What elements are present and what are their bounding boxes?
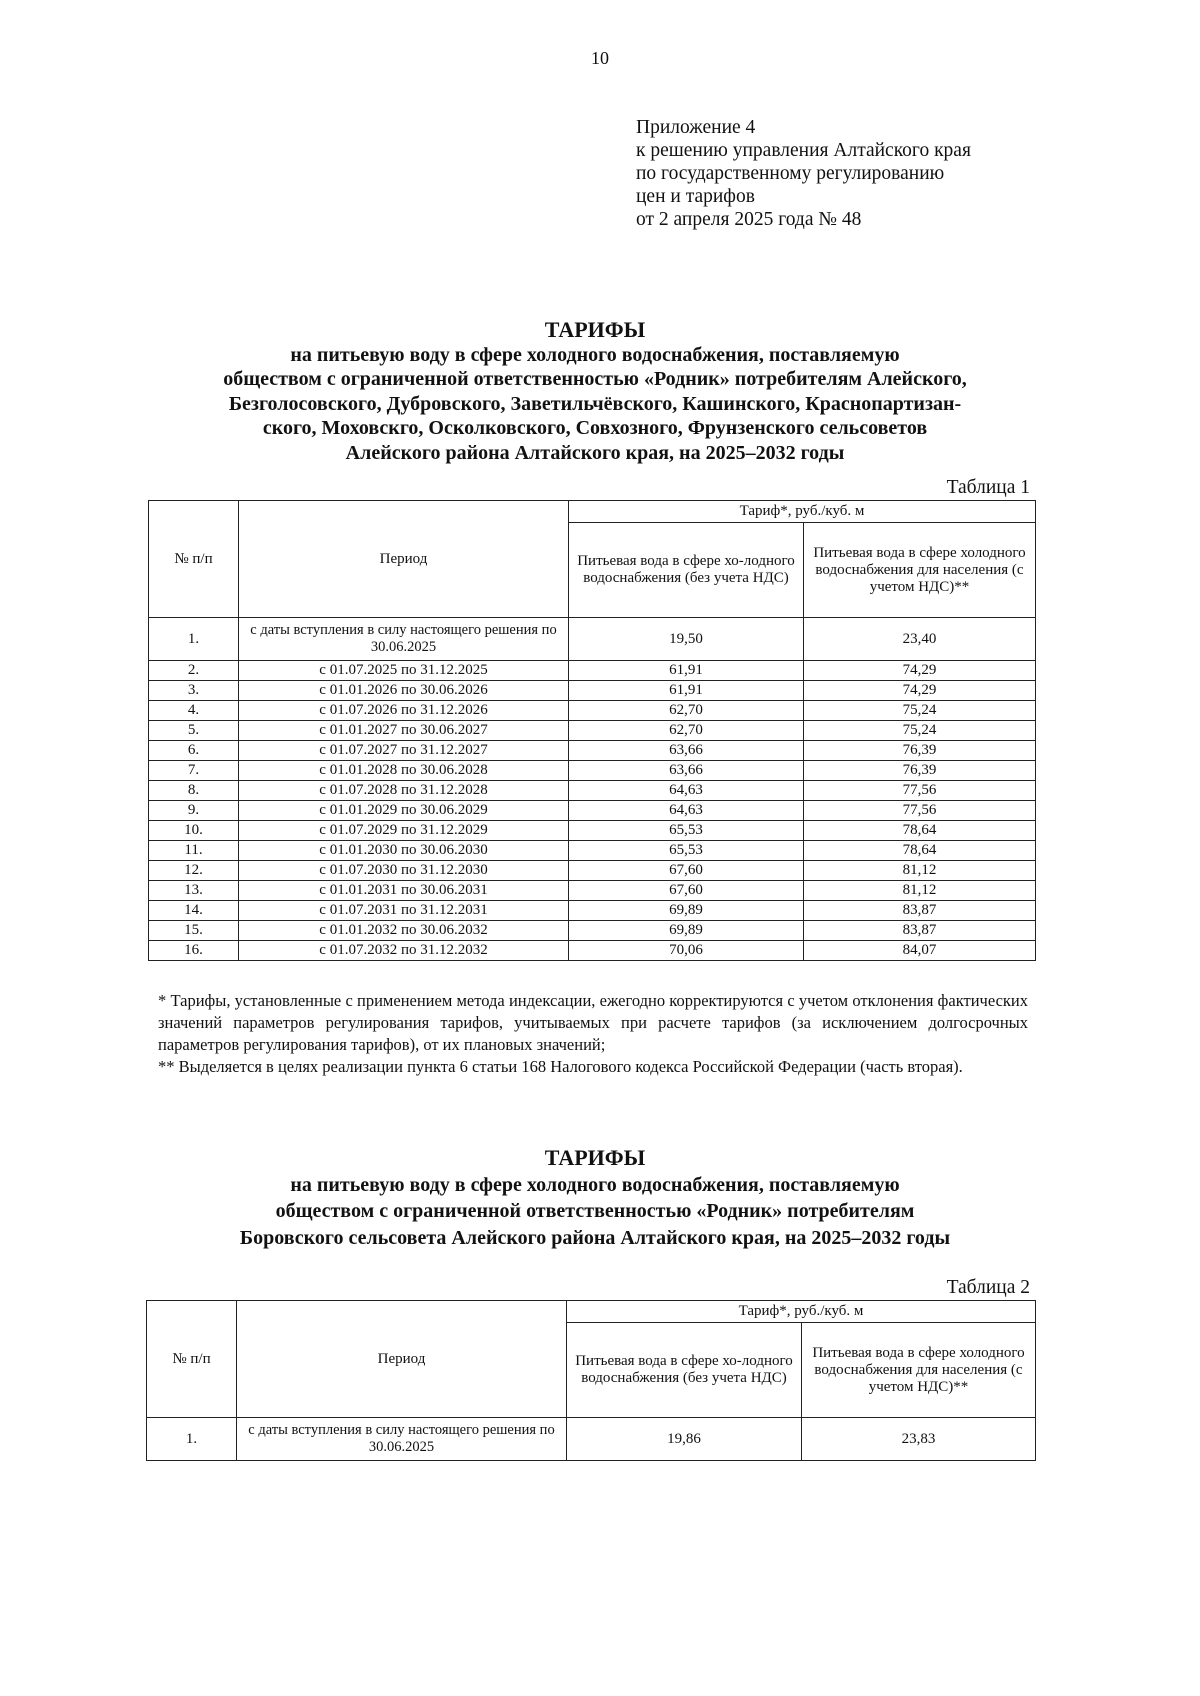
table-row bbox=[149, 861, 1036, 881]
subtitle-line: на питьевую воду в сфере холодного водоснабжения, поставляемую bbox=[290, 343, 900, 366]
header-col-with-vat: Питьевая вода в сфере холодного водоснабжения для населения (с учетом НДС)** bbox=[802, 1323, 1036, 1418]
row-tariff-with-vat: 81,12 bbox=[804, 861, 1036, 881]
annex-reference bbox=[636, 116, 971, 231]
footnotes bbox=[158, 990, 1028, 1078]
row-period: с 01.07.2025 по 31.12.2025 bbox=[239, 661, 569, 681]
table-row bbox=[149, 781, 1036, 801]
row-num: 10. bbox=[149, 821, 239, 841]
subtitle-line: Боровского сельсовета Алейского района Алтайского края, на 2025–2032 годы bbox=[239, 1226, 951, 1249]
row-tariff-without-vat: 19,86 bbox=[567, 1418, 802, 1461]
table2-label: Таблица 2 bbox=[946, 1277, 1030, 1298]
subtitle-line: ского, Моховскго, Осколковского, Совхозного, Фрунзенского сельсоветов bbox=[262, 417, 928, 439]
subtitle-line: обществом с ограниченной ответственностью «Родник» потребителям Алейского, bbox=[223, 368, 967, 390]
page-number: 10 bbox=[591, 48, 609, 68]
table-row bbox=[149, 741, 1036, 761]
row-tariff-with-vat: 75,24 bbox=[804, 701, 1036, 721]
row-tariff-with-vat: 78,64 bbox=[804, 841, 1036, 861]
table-row bbox=[147, 1418, 1036, 1461]
row-period: с 01.07.2032 по 31.12.2032 bbox=[239, 941, 569, 961]
subtitle-line: Алейского района Алтайского края, на 2025–2032 годы bbox=[345, 441, 845, 464]
row-tariff-with-vat: 77,56 bbox=[804, 801, 1036, 821]
heading: ТАРИФЫ bbox=[544, 1145, 646, 1170]
row-tariff-with-vat: 78,64 bbox=[804, 821, 1036, 841]
table1-label: Таблица 1 bbox=[946, 477, 1030, 498]
table-row bbox=[149, 681, 1036, 701]
table2-title bbox=[150, 1145, 1040, 1251]
row-period: с 01.01.2031 по 30.06.2031 bbox=[239, 881, 569, 901]
header-num: № п/п bbox=[149, 501, 239, 618]
header-col-without-vat: Питьевая вода в сфере хо-лодного водоснабжения (без учета НДС) bbox=[569, 523, 804, 618]
table-row bbox=[149, 801, 1036, 821]
row-tariff-without-vat: 65,53 bbox=[569, 821, 804, 841]
row-num: 5. bbox=[149, 721, 239, 741]
row-tariff-with-vat: 84,07 bbox=[804, 941, 1036, 961]
row-num: 6. bbox=[149, 741, 239, 761]
annex-line: к решению управления Алтайского края bbox=[636, 140, 971, 161]
footnote: ** Выделяется в целях реализации пункта 6 статьи 168 Налогового кодекса Российской Федерации (часть вторая). bbox=[158, 1057, 963, 1076]
row-tariff-with-vat: 23,83 bbox=[802, 1418, 1036, 1461]
annex-line: Приложение 4 bbox=[636, 117, 756, 138]
header-num: № п/п bbox=[147, 1301, 237, 1418]
row-period: с 01.01.2026 по 30.06.2026 bbox=[239, 681, 569, 701]
row-num: 8. bbox=[149, 781, 239, 801]
annex-line: от 2 апреля 2025 года № 48 bbox=[636, 209, 862, 230]
row-period: с 01.01.2030 по 30.06.2030 bbox=[239, 841, 569, 861]
header-col-with-vat: Питьевая вода в сфере холодного водоснабжения для населения (с учетом НДС)** bbox=[804, 523, 1036, 618]
table-row bbox=[149, 661, 1036, 681]
row-tariff-with-vat: 76,39 bbox=[804, 761, 1036, 781]
header-col-without-vat: Питьевая вода в сфере хо-лодного водоснабжения (без учета НДС) bbox=[567, 1323, 802, 1418]
row-period: с 01.07.2030 по 31.12.2030 bbox=[239, 861, 569, 881]
row-period: с даты вступления в силу настоящего решения по 30.06.2025 bbox=[239, 618, 569, 661]
header-period: Период bbox=[239, 501, 569, 618]
table-row bbox=[149, 941, 1036, 961]
header-period: Период bbox=[237, 1301, 567, 1418]
row-tariff-with-vat: 83,87 bbox=[804, 901, 1036, 921]
row-tariff-without-vat: 69,89 bbox=[569, 901, 804, 921]
row-period: с 01.07.2031 по 31.12.2031 bbox=[239, 901, 569, 921]
row-tariff-without-vat: 69,89 bbox=[569, 921, 804, 941]
header-tariff: Тариф*, руб./куб. м bbox=[569, 501, 1036, 523]
row-tariff-without-vat: 63,66 bbox=[569, 761, 804, 781]
table-row bbox=[149, 881, 1036, 901]
table-row bbox=[149, 921, 1036, 941]
row-num: 3. bbox=[149, 681, 239, 701]
table-row bbox=[149, 721, 1036, 741]
row-tariff-with-vat: 83,87 bbox=[804, 921, 1036, 941]
row-num: 4. bbox=[149, 701, 239, 721]
row-tariff-without-vat: 62,70 bbox=[569, 701, 804, 721]
subtitle-line: обществом с ограниченной ответственностью «Родник» потребителям bbox=[275, 1200, 915, 1222]
row-period: с 01.01.2032 по 30.06.2032 bbox=[239, 921, 569, 941]
annex-line: по государственному регулированию bbox=[636, 163, 945, 184]
tariff-table-1 bbox=[148, 500, 1036, 961]
row-tariff-without-vat: 70,06 bbox=[569, 941, 804, 961]
subtitle-line: на питьевую воду в сфере холодного водоснабжения, поставляемую bbox=[290, 1173, 900, 1196]
row-period: с 01.07.2029 по 31.12.2029 bbox=[239, 821, 569, 841]
row-period: с 01.01.2028 по 30.06.2028 bbox=[239, 761, 569, 781]
row-period: с 01.01.2029 по 30.06.2029 bbox=[239, 801, 569, 821]
row-tariff-without-vat: 67,60 bbox=[569, 881, 804, 901]
row-tariff-with-vat: 74,29 bbox=[804, 681, 1036, 701]
row-tariff-without-vat: 64,63 bbox=[569, 801, 804, 821]
row-tariff-with-vat: 74,29 bbox=[804, 661, 1036, 681]
row-period: с 01.01.2027 по 30.06.2027 bbox=[239, 721, 569, 741]
row-period: с 01.07.2028 по 31.12.2028 bbox=[239, 781, 569, 801]
row-num: 13. bbox=[149, 881, 239, 901]
row-num: 9. bbox=[149, 801, 239, 821]
heading: ТАРИФЫ bbox=[544, 317, 646, 342]
row-tariff-without-vat: 67,60 bbox=[569, 861, 804, 881]
row-num: 7. bbox=[149, 761, 239, 781]
table-row bbox=[149, 701, 1036, 721]
row-tariff-without-vat: 62,70 bbox=[569, 721, 804, 741]
table1-title bbox=[150, 318, 1040, 465]
row-period: с 01.07.2027 по 31.12.2027 bbox=[239, 741, 569, 761]
row-period: с даты вступления в силу настоящего решения по 30.06.2025 bbox=[237, 1418, 567, 1461]
row-tariff-without-vat: 64,63 bbox=[569, 781, 804, 801]
row-period: с 01.07.2026 по 31.12.2026 bbox=[239, 701, 569, 721]
row-tariff-without-vat: 61,91 bbox=[569, 661, 804, 681]
annex-line: цен и тарифов bbox=[636, 186, 755, 207]
table-row bbox=[149, 618, 1036, 661]
header-tariff: Тариф*, руб./куб. м bbox=[567, 1301, 1036, 1323]
table-row bbox=[149, 821, 1036, 841]
table-row bbox=[149, 901, 1036, 921]
table-row bbox=[149, 761, 1036, 781]
row-tariff-with-vat: 75,24 bbox=[804, 721, 1036, 741]
row-num: 1. bbox=[147, 1418, 237, 1461]
row-num: 14. bbox=[149, 901, 239, 921]
row-tariff-with-vat: 76,39 bbox=[804, 741, 1036, 761]
row-tariff-with-vat: 81,12 bbox=[804, 881, 1036, 901]
tariff-table-2 bbox=[146, 1300, 1036, 1461]
subtitle-line: Безголосовского, Дубровского, Заветильчёвского, Кашинского, Краснопартизан- bbox=[228, 392, 962, 415]
row-num: 2. bbox=[149, 661, 239, 681]
footnote: * Тарифы, установленные с применением метода индексации, ежегодно корректируются с учетом отклонения фактических значений параметров регулирования тарифов, учитываемых при расчете тарифов (за исключением долгосрочных параметров регулирования тарифов), от их плановых значений; bbox=[158, 991, 1028, 1054]
table-row bbox=[149, 841, 1036, 861]
row-num: 12. bbox=[149, 861, 239, 881]
row-tariff-without-vat: 19,50 bbox=[569, 618, 804, 661]
row-tariff-without-vat: 61,91 bbox=[569, 681, 804, 701]
row-tariff-with-vat: 23,40 bbox=[804, 618, 1036, 661]
row-num: 11. bbox=[149, 841, 239, 861]
row-tariff-without-vat: 63,66 bbox=[569, 741, 804, 761]
row-num: 15. bbox=[149, 921, 239, 941]
row-tariff-with-vat: 77,56 bbox=[804, 781, 1036, 801]
row-tariff-without-vat: 65,53 bbox=[569, 841, 804, 861]
row-num: 16. bbox=[149, 941, 239, 961]
row-num: 1. bbox=[149, 618, 239, 661]
